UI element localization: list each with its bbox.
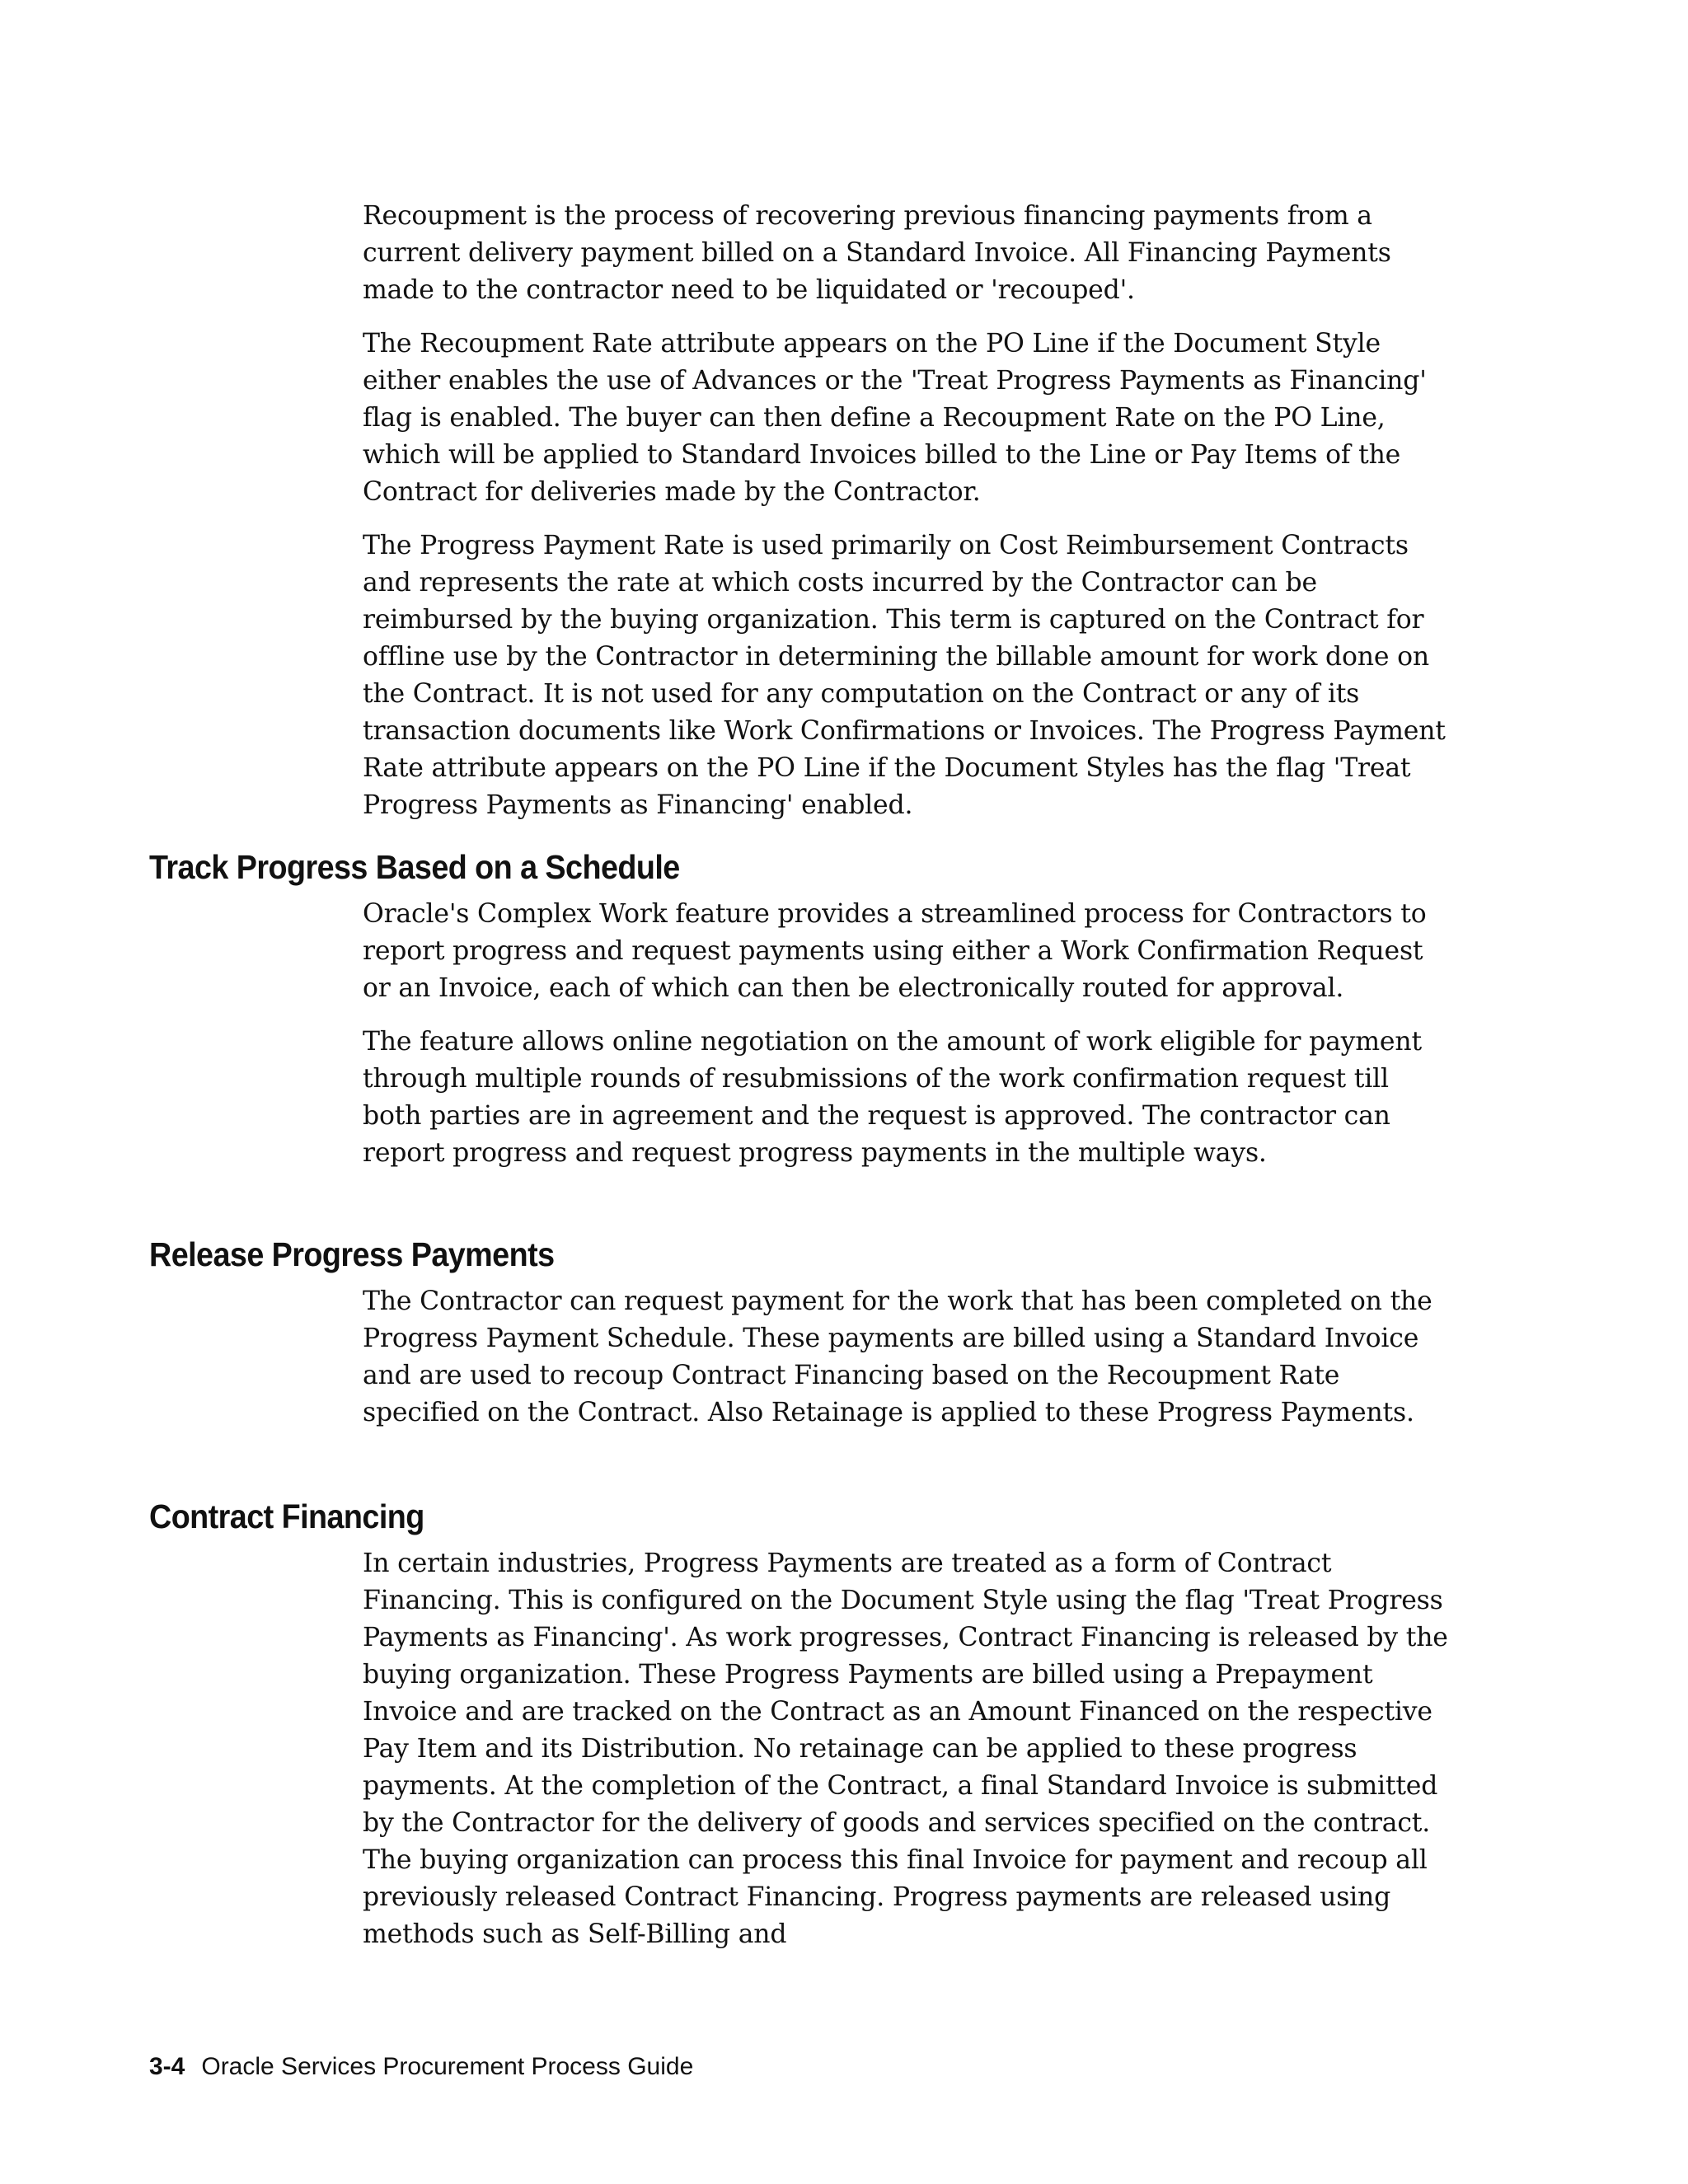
section-body	[363, 1283, 1451, 1448]
intro-text	[363, 198, 1451, 841]
guide-title: Oracle Services Procurement Process Guide	[201, 2053, 694, 2080]
page-number: 3-4	[149, 2053, 185, 2080]
section-body	[363, 896, 1451, 1188]
paragraph: Oracle's Complex Work feature provides a streamlined process for Contractors to report progress and request payments using either a Work Confirmation Request or an Invoice, each of which can then be electronically routed for approval.	[363, 899, 1427, 1003]
section-body	[363, 1545, 1451, 1970]
paragraph: Recoupment is the process of recovering previous financing payments from a current delivery payment billed on a Standard Invoice. All Financing Payments made to the contractor need to be liquidated or 'recouped'.	[363, 201, 1391, 305]
paragraph: The Recoupment Rate attribute appears on the PO Line if the Document Style either enables the use of Advances or the 'Treat Progress Payments as Financing' flag is enabled. The buyer can then define a Recoupment Rate on the PO Line, which will be applied to Standard Invoices billed to the Line or Pay Items of the Contract for deliveries made by the Contractor.	[363, 329, 1427, 507]
paragraph: The Contractor can request payment for the work that has been completed on the Progress Payment Schedule. These payments are billed using a Standard Invoice and are used to recoup Contract Financing based on the Recoupment Rate specified on the Contract. Also Retainage is applied to these Progress Payments.	[363, 1286, 1432, 1427]
section-heading: Contract Financing	[149, 1497, 424, 1535]
paragraph: The Progress Payment Rate is used primarily on Cost Reimbursement Contracts and represents the rate at which costs incurred by the Contractor can be reimbursed by the buying organization. This term is captured on the Contract for offline use by the Contractor in determining the billable amount for work done on the Contract. It is not used for any computation on the Contract or any of its transaction documents like Work Confirmations or Invoices. The Progress Payment Rate attribute appears on the PO Line if the Document Styles has the flag 'Treat Progress Payments as Financing' enabled.	[363, 531, 1446, 820]
paragraph: The feature allows online negotiation on the amount of work eligible for payment through multiple rounds of resubmissions of the work confirmation request till both parties are in agreement and the request is approved. The contractor can report progress and request progress payments in the multiple ways.	[363, 1027, 1422, 1168]
section-heading: Release Progress Payments	[149, 1235, 555, 1273]
paragraph: In certain industries, Progress Payments are treated as a form of Contract Financing. This is configured on the Document Style using the flag 'Treat Progress Payments as Financing'. As work progresses, Contract Financing is released by the buying organization. These Progress Payments are billed using a Prepayment Invoice and are tracked on the Contract as an Amount Financed on the respective Pay Item and its Distribution. No retainage can be applied to these progress payments. At the completion of the Contract, a final Standard Invoice is submitted by the Contractor for the delivery of goods and services specified on the contract. The buying organization can process this final Invoice for payment and recoup all previously released Contract Financing. Progress payments are released using methods such as Self-Billing and	[363, 1549, 1448, 1949]
section-heading: Track Progress Based on a Schedule	[149, 848, 680, 886]
page-footer	[149, 2050, 693, 2083]
